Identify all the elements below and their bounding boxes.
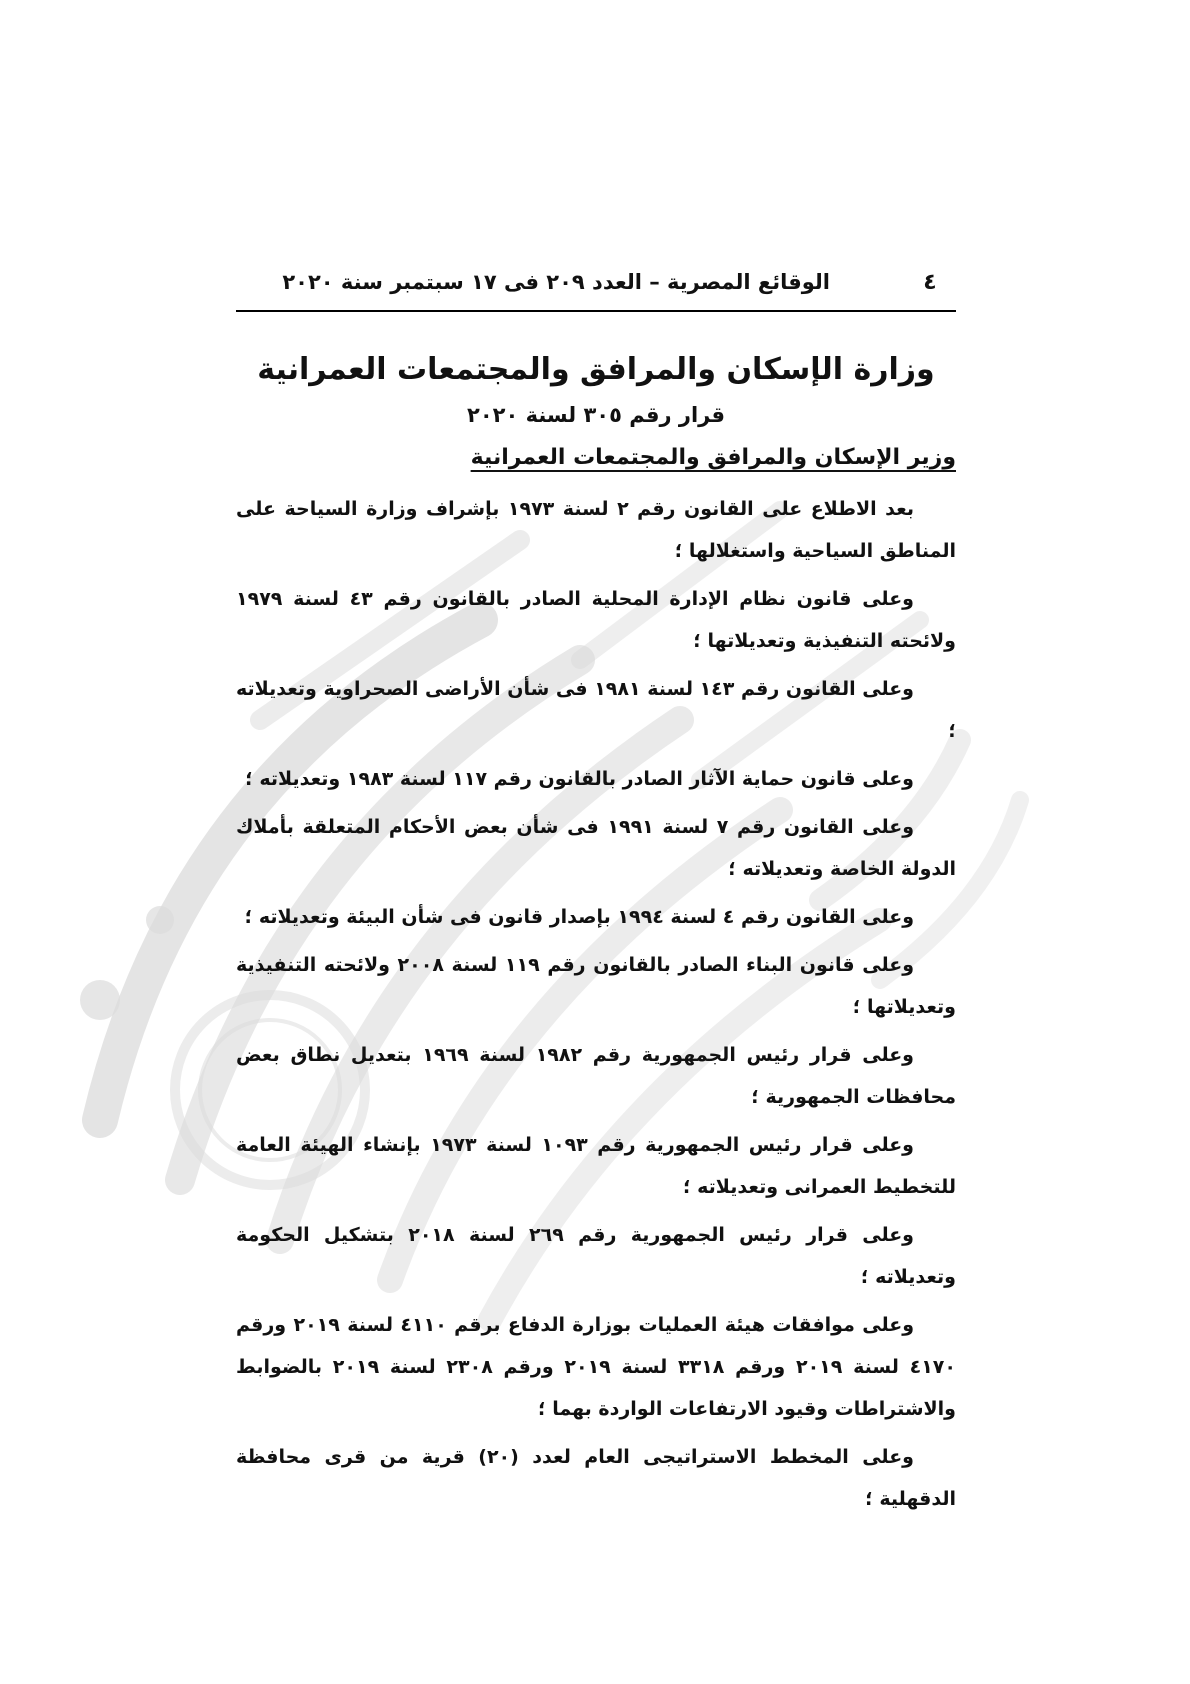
paragraph: بعد الاطلاع على القانون رقم ٢ لسنة ١٩٧٣ بإشراف وزارة السياحة على المناطق السياحية واستغلالها ؛ — [236, 498, 956, 562]
paragraph: وعلى قانون نظام الإدارة المحلية الصادر بالقانون رقم ٤٣ لسنة ١٩٧٩ ولائحته التنفيذية وتعديلاتها ؛ — [236, 588, 956, 652]
paragraph: وعلى قرار رئيس الجمهورية رقم ٢٦٩ لسنة ٢٠١٨ بتشكيل الحكومة وتعديلاته ؛ — [236, 1224, 956, 1288]
paragraph: وعلى قانون حماية الآثار الصادر بالقانون رقم ١١٧ لسنة ١٩٨٣ وتعديلاته ؛ — [245, 768, 914, 790]
decree-title: قرار رقم ٣٠٥ لسنة ٢٠٢٠ — [467, 403, 725, 427]
paragraph: وعلى قرار رئيس الجمهورية رقم ١٩٨٢ لسنة ١٩٦٩ بتعديل نطاق بعض محافظات الجمهورية ؛ — [236, 1044, 956, 1108]
ministry-title: وزارة الإسكان والمرافق والمجتمعات العمرانية — [257, 352, 935, 387]
gazette-page — [236, 270, 956, 1526]
paragraph: وعلى القانون رقم ٧ لسنة ١٩٩١ فى شأن بعض الأحكام المتعلقة بأملاك الدولة الخاصة وتعديلاته ؛ — [236, 816, 956, 880]
paragraph: وعلى القانون رقم ٤ لسنة ١٩٩٤ بإصدار قانون فى شأن البيئة وتعديلاته ؛ — [244, 906, 914, 928]
paragraph: وعلى موافقات هيئة العمليات بوزارة الدفاع برقم ٤١١٠ لسنة ٢٠١٩ ورقم ٤١٧٠ لسنة ٢٠١٩ ورقم ٣٣١٨ لسنة ٢٠١٩ ورقم ٢٣٠٨ لسنة ٢٠١٩ بالضوابط والاشتراطات وقيود الارتفاعات الواردة بهما ؛ — [236, 1314, 956, 1420]
minister-line: وزير الإسكان والمرافق والمجتمعات العمرانية — [470, 445, 956, 470]
page-number: ٤ — [923, 270, 937, 295]
decree-body — [236, 488, 956, 1520]
publication-line: الوقائع المصرية – العدد ٢٠٩ فى ١٧ سبتمبر سنة ٢٠٢٠ — [282, 270, 830, 294]
page-header — [236, 270, 956, 312]
paragraph: وعلى المخطط الاستراتيجى العام لعدد (٢٠) قرية من قرى محافظة الدقهلية ؛ — [236, 1446, 956, 1510]
paragraph: وعلى قرار رئيس الجمهورية رقم ١٠٩٣ لسنة ١٩٧٣ بإنشاء الهيئة العامة للتخطيط العمرانى وتعديلاته ؛ — [236, 1134, 956, 1198]
paragraph: وعلى قانون البناء الصادر بالقانون رقم ١١٩ لسنة ٢٠٠٨ ولائحته التنفيذية وتعديلاتها ؛ — [236, 954, 956, 1018]
paragraph: وعلى القانون رقم ١٤٣ لسنة ١٩٨١ فى شأن الأراضى الصحراوية وتعديلاته ؛ — [236, 678, 956, 742]
